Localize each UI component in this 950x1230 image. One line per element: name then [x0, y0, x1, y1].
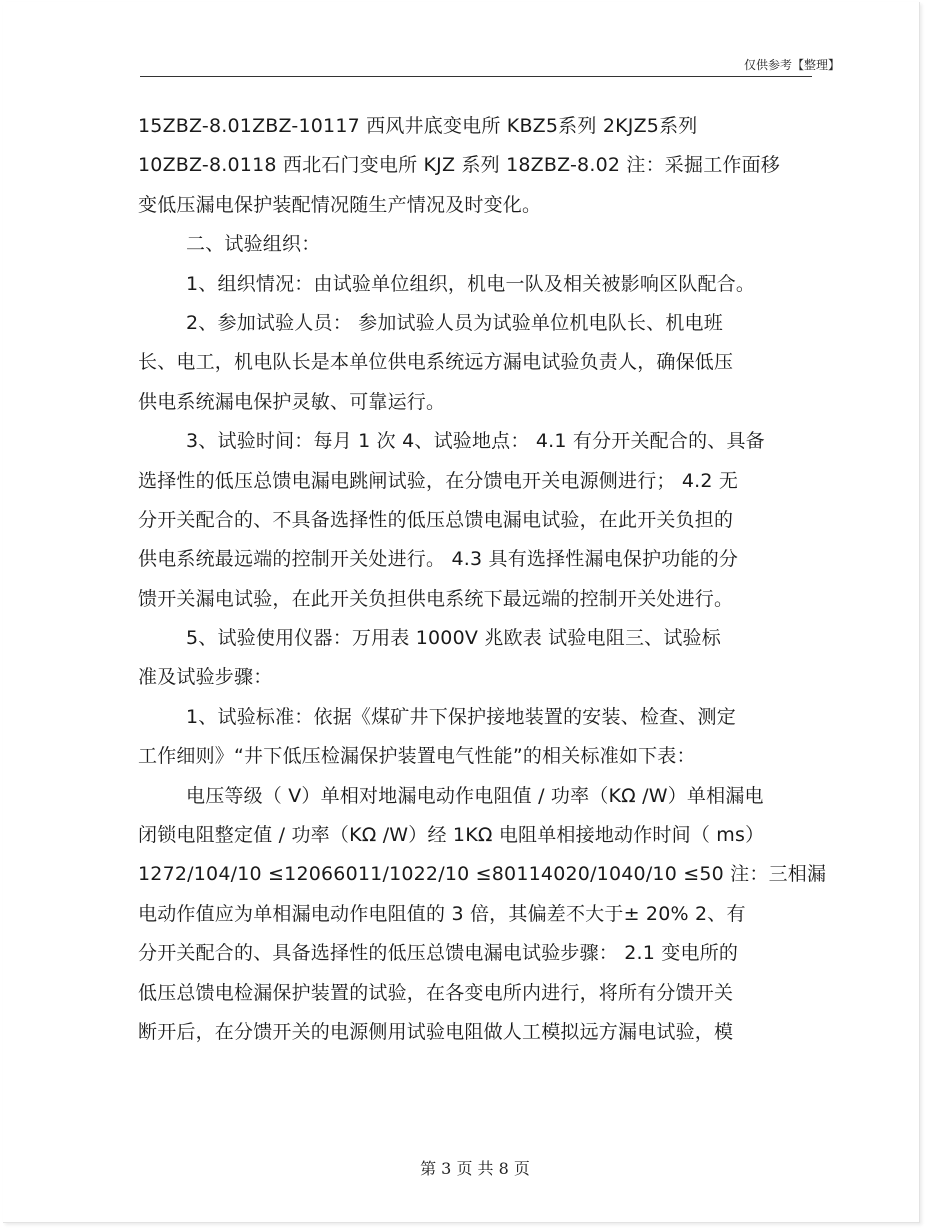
page-footer: 第 3 页 共 8 页 [420, 1159, 530, 1178]
text-line: 3、试验时间：每月 1 次 4、试验地点： 4.1 有分开关配合的、具备 [186, 430, 765, 453]
text-line: 电动作值应为单相漏电动作电阻值的 3 倍，其偏差不大于± 20% 2、有 [138, 902, 746, 925]
section-heading: 二、试验组织： [186, 233, 321, 256]
text-line: 分开关配合的、不具备选择性的低压总馈电漏电试验，在此开关负担的 [138, 508, 734, 531]
text-line: 长、电工，机电队长是本单位供电系统远方漏电试验负责人，确保低压 [138, 351, 734, 374]
text-line: 选择性的低压总馈电漏电跳闸试验，在分馈电开关电源侧进行； 4.2 无 [138, 469, 739, 492]
text-line: 1272/104/10 ≤12066011/1022/10 ≤80114020/1040/10 ≤50 注：三相漏 [138, 863, 827, 886]
text-line: 15ZBZ-8.01ZBZ-10117 西风井底变电所 KBZ5系列 2KJZ5系列 [138, 115, 698, 137]
text-line: 供电系统最远端的控制开关处进行。 4.3 具有选择性漏电保护功能的分 [138, 548, 739, 571]
text-line: 工作细则》“井下低压检漏保护装置电气性能”的相关标准如下表： [138, 745, 696, 768]
text-line: 电压等级（ V）单相对地漏电动作电阻值 / 功率（KΩ /W）单相漏电 [186, 784, 764, 807]
text-line: 准及试验步骤： [138, 666, 273, 689]
text-line: 闭锁电阻整定值 / 功率（KΩ /W）经 1KΩ 电阻单相接地动作时间（ ms） [138, 824, 765, 847]
text-line: 馈开关漏电试验，在此开关负担供电系统下最远端的控制开关处进行。 [138, 587, 734, 610]
text-line: 断开后，在分馈开关的电源侧用试验电阻做人工模拟远方漏电试验，模 [138, 1020, 734, 1043]
text-line: 5、试验使用仪器：万用表 1000V 兆欧表 试验电阻三、试验标 [186, 627, 721, 650]
header-divider [140, 76, 812, 77]
text-line: 低压总馈电检漏保护装置的试验，在各变电所内进行，将所有分馈开关 [138, 981, 734, 1004]
page-header: 仅供参考【整理】 [743, 58, 840, 72]
text-line: 1、试验标准：依据《煤矿井下保护接地装置的安装、检查、测定 [186, 705, 736, 728]
document-body [138, 112, 827, 1057]
text-line: 供电系统漏电保护灵敏、可靠运行。 [138, 390, 446, 413]
text-line: 2、参加试验人员： 参加试验人员为试验单位机电队长、机电班 [186, 311, 723, 334]
text-line: 10ZBZ-8.0118 西北石门变电所 KJZ 系列 18ZBZ-8.02 注：采掘工作面移 [138, 154, 780, 177]
text-line: 1、组织情况：由试验单位组织，机电一队及相关被影响区队配合。 [186, 272, 756, 295]
text-line: 变低压漏电保护装配情况随生产情况及时变化。 [138, 193, 542, 216]
text-line: 分开关配合的、具备选择性的低压总馈电漏电试验步骤： 2.1 变电所的 [138, 942, 739, 965]
